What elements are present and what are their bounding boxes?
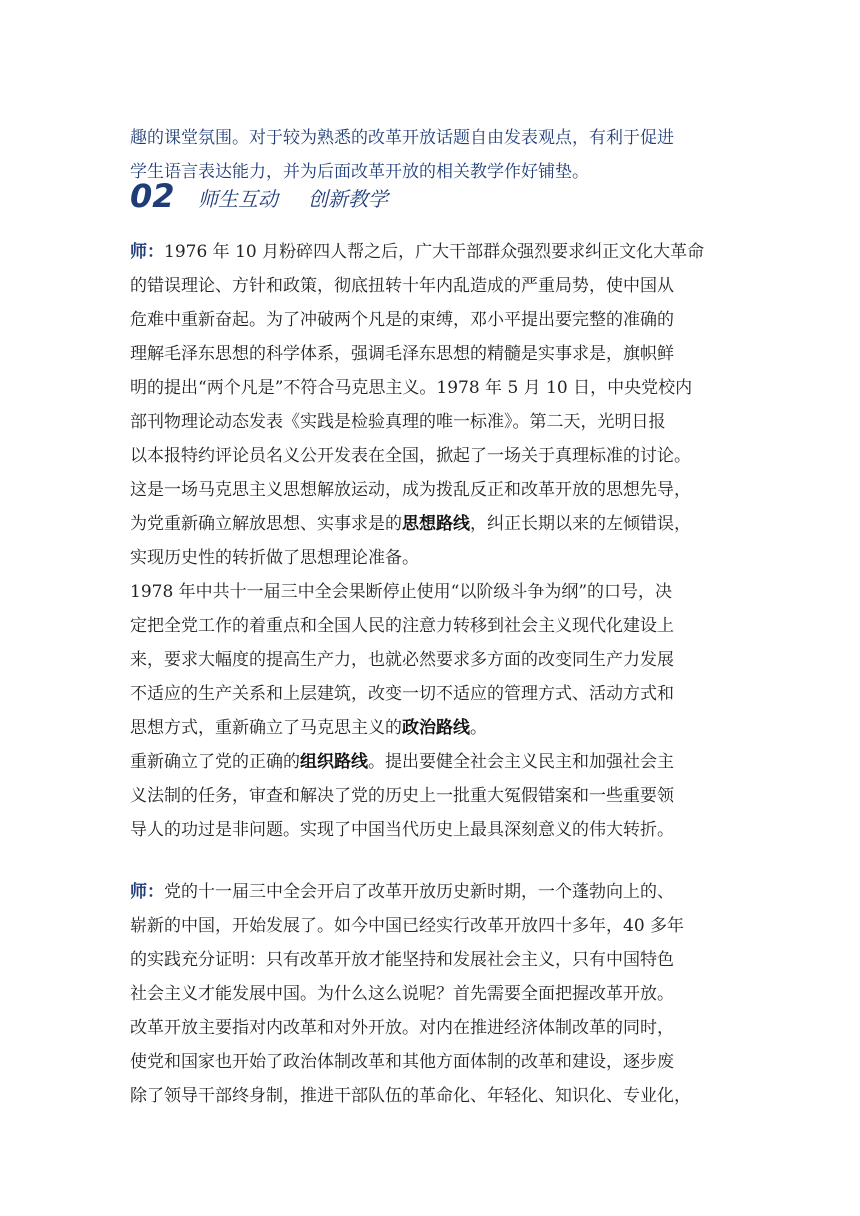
- paragraph-line: 理解毛泽东思想的科学体系，强调毛泽东思想的精髓是实事求是，旗帜鲜: [130, 344, 674, 364]
- paragraph-line: 崭新的中国，开始发展了。如今中国已经实行改革开放四十多年，40 多年: [130, 916, 685, 936]
- paragraph-line: [130, 711, 730, 745]
- paragraph-line: 明的提出“两个凡是”不符合马克思主义。1978 年 5 月 10 日，中央党校内: [130, 378, 693, 398]
- paragraph-line: 除了领导干部终身制，推进干部队伍的革命化、年轻化、知识化、专业化，: [130, 1086, 691, 1106]
- paragraph-line: 定把全党工作的着重点和全国人民的注意力转移到社会主义现代化建设上: [130, 616, 674, 636]
- paragraph-text: 重新确立了党的正确的: [130, 752, 300, 772]
- bold-term: 政治路线: [402, 718, 470, 738]
- paragraph-line: 的错误理论、方针和政策，彻底扭转十年内乱造成的严重局势，使中国从: [130, 276, 674, 296]
- paragraph-line: 义法制的任务，审查和解决了党的历史上一批重大冤假错案和一些重要领: [130, 786, 674, 806]
- paragraph-text: 为党重新确立解放思想、实事求是的: [130, 514, 402, 534]
- paragraph-line: 改革开放主要指对内改革和对外开放。对内在推进经济体制改革的同时，: [130, 1018, 674, 1038]
- section-title-part: 创新教学: [308, 187, 388, 211]
- paragraph-text: 。: [470, 718, 487, 738]
- paragraph-line: 这是一场马克思主义思想解放运动，成为拨乱反正和改革开放的思想先导，: [130, 480, 691, 500]
- paragraph-line: 的实践充分证明：只有改革开放才能坚持和发展社会主义，只有中国特色: [130, 950, 674, 970]
- paragraph-line: 社会主义才能发展中国。为什么这么说呢？首先需要全面把握改革开放。: [130, 984, 674, 1004]
- bold-term: 思想路线: [402, 514, 470, 534]
- paragraph-line: 1978 年中共十一届三中全会果断停止使用“以阶级斗争为纲”的口号，决: [130, 582, 673, 602]
- paragraph-line: [130, 507, 730, 541]
- paragraph-line: 来，要求大幅度的提高生产力，也就必然要求多方面的改变同生产力发展: [130, 650, 674, 670]
- paragraph-line: 不适应的生产关系和上层建筑，改变一切不适应的管理方式、活动方式和: [130, 684, 674, 704]
- paragraph-text: 1976 年 10 月粉碎四人帮之后，广大干部群众强烈要求纠正文化大革命: [164, 242, 705, 262]
- teacher-label: 师：: [130, 242, 164, 262]
- paragraph-text: ，纠正长期以来的左倾错误，: [470, 514, 691, 534]
- paragraph-text: 。提出要健全社会主义民主和加强社会主: [368, 752, 674, 772]
- paragraph-line: 部刊物理论动态发表《实践是检验真理的唯一标准》。第二天，光明日报: [130, 412, 666, 432]
- paragraph-line: 使党和国家也开始了政治体制改革和其他方面体制的改革和建设，逐步废: [130, 1052, 674, 1072]
- intro-line: 学生语言表达能力，并为后面改革开放的相关教学作好铺垫。: [130, 162, 589, 182]
- teacher-label: 师：: [130, 882, 164, 902]
- paragraph-line: [130, 875, 730, 909]
- paragraph-line: [130, 745, 730, 779]
- paragraph-line: 危难中重新奋起。为了冲破两个凡是的束缚，邓小平提出要完整的准确的: [130, 310, 674, 330]
- section-number: 02: [130, 177, 175, 215]
- paragraph-text: 党的十一届三中全会开启了改革开放历史新时期，一个蓬勃向上的、: [164, 882, 674, 902]
- section-title: [198, 184, 388, 214]
- paragraph-line: 以本报特约评论员名义公开发表在全国，掀起了一场关于真理标准的讨论。: [130, 446, 691, 466]
- section-title-part: 师生互动: [198, 187, 278, 211]
- paragraph-line: 导人的功过是非问题。实现了中国当代历史上最具深刻意义的伟大转折。: [130, 820, 674, 840]
- bold-term: 组织路线: [300, 752, 368, 772]
- paragraph-text: 思想方式，重新确立了马克思主义的: [130, 718, 402, 738]
- paragraph-line: [130, 235, 730, 269]
- paragraph-line: 实现历史性的转折做了思想理论准备。: [130, 548, 419, 568]
- intro-line: 趣的课堂氛围。对于较为熟悉的改革开放话题自由发表观点，有利于促进: [130, 128, 674, 148]
